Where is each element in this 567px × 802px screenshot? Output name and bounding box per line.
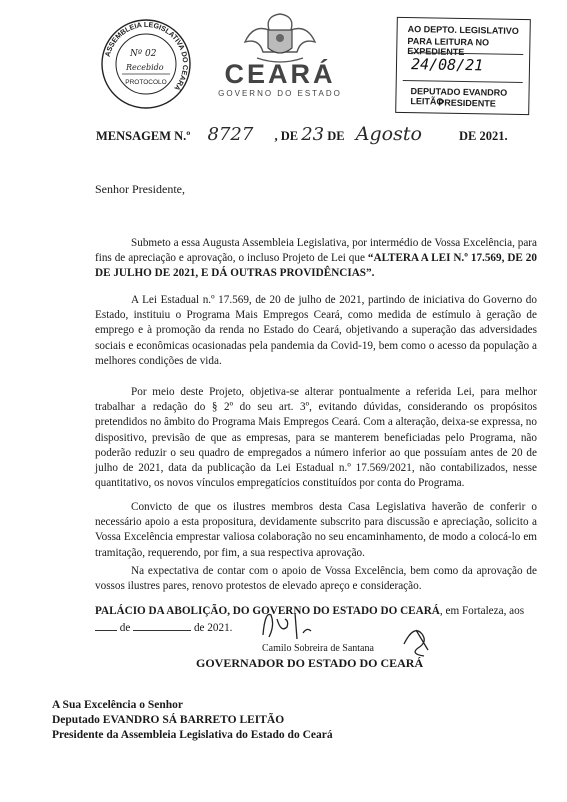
message-line [96, 123, 536, 145]
signer-title: GOVERNADOR DO ESTADO DO CEARÁ [196, 656, 424, 670]
paragraph-3: Por meio deste Projeto, objetiva-se alterar pontualmente a referida Lei, para melhor trabalhar a redação do § 2º do seu art. 3º, evitando dúvidas, considerando os propósitos pretendidos no âmbito do Programa Mais Empregos Ceará. Com a alteração, deixa-se expressa, no dispositivo, previsão de que as empresas, para se manterem beneficiadas pelo Programa, não poderão reduzir o seu quadro de empregados a número inferior ao que possuíam antes de 20 de julho de 2021, data da publicação da Lei Estadual n.º 17.569/2021, não contabilizados, nesse quantitativo, os novos vínculos empregatícios constituídos por conta do Programa. [95, 386, 537, 490]
reading-stamp [395, 17, 531, 115]
message-label: MENSAGEM N.º [96, 129, 191, 143]
paragraph-2: A Lei Estadual n.º 17.569, de 20 de julho de 2021, partindo de iniciativa do Governo do Estado, instituiu o Programa Mais Empregos Ceará, como medida de estímulo à geração de emprego e à promoção da renda no Estado do Ceará, objetivando a superação das adversidades sociais e econômicas ocasionadas pela pandemia da Covid-19, bem como o acesso da população a melhores condições de vida. [95, 294, 537, 367]
paragraph-4: Convicto de que os ilustres membros desta Casa Legislativa haverão de conferir o necessário apoio a esta propositura, devidamente subscrito para discussão e apreciação, solicito a Vossa Excelência emprestar valiosa colaboração no seu encaminhamento, de modo a colocá-lo em tramitação, requerendo, por fim, a sua respectiva aprovação. [95, 501, 537, 559]
paragraph-5: Na expectativa de contar com o apoio de Vossa Excelência, bem como da aprovação de vossos ilustres pares, renovo protestos de elevado apreço e consideração. [95, 565, 537, 593]
recipient-line-1: A Sua Excelência o Senhor [52, 699, 183, 711]
date-blanks [95, 620, 232, 636]
month-blank [133, 620, 191, 631]
stamp-divider [403, 80, 523, 83]
salutation: Senhor Presidente, [95, 182, 185, 196]
signer-name: Camilo Sobreira de Santana [262, 643, 374, 654]
stamp-footer-1: DEPUTADO EVANDRO LEITÃO [410, 86, 508, 107]
brand [218, 60, 342, 98]
message-month: Agosto [355, 123, 422, 145]
message-de-1: , DE [274, 129, 299, 143]
message-day: 23 [301, 124, 325, 145]
day-blank [95, 620, 117, 631]
brand-subtitle: GOVERNO DO ESTADO [218, 89, 342, 98]
stamp-line-2: PARA LEITURA NO EXPEDIENTE [407, 36, 490, 58]
stamp-date: 24/08/21 [411, 52, 523, 75]
message-de-2: DE [327, 129, 345, 143]
bill-title: “ALTERA A LEI N.º 17.569, DE 20 DE JULHO DE 2021, E DÁ OUTRAS PROVIDÊNCIAS”. [95, 252, 537, 280]
stamp-line-1: AO DEPTO. LEGISLATIVO [407, 24, 519, 36]
paragraph-1-text: Submeto a essa Augusta Assembleia Legislativa, por intermédio de Vossa Excelência, para fins de apreciação e aprovação, o incluso Projeto de Lei que [95, 237, 537, 265]
seal-handwriting-number: Nº 02 [130, 49, 157, 59]
date-de: de [119, 622, 131, 634]
brand-name: CEARÁ [224, 59, 336, 89]
date-year: de 2021. [193, 622, 233, 634]
recipient-line-2: Deputado EVANDRO SÁ BARRETO LEITÃO [52, 714, 285, 726]
seal-ring-text: ASSEMBLEIA LEGISLATIVA DO CEARÁ [102, 19, 191, 93]
palace-name: PALÁCIO DA ABOLIÇÃO, DO GOVERNO DO ESTADO DO CEARÁ [95, 605, 440, 617]
handwritten-signature [255, 605, 335, 645]
seal-protocol-label: PROTOCOLO [125, 79, 167, 86]
palace-rest: , em Fortaleza, aos [439, 605, 525, 617]
stamp-footer-2: PRESIDENTE [438, 97, 496, 109]
message-year: DE 2021. [459, 129, 508, 143]
paragraph-1 [95, 236, 537, 282]
protocol-seal [100, 18, 192, 110]
recipient-line-3: Presidente da Assembleia Legislativa do Estado do Ceará [52, 729, 333, 741]
message-number: 8727 [207, 124, 254, 145]
signature-flourish [398, 620, 438, 660]
seal-handwriting-received: Recebido [126, 63, 164, 72]
